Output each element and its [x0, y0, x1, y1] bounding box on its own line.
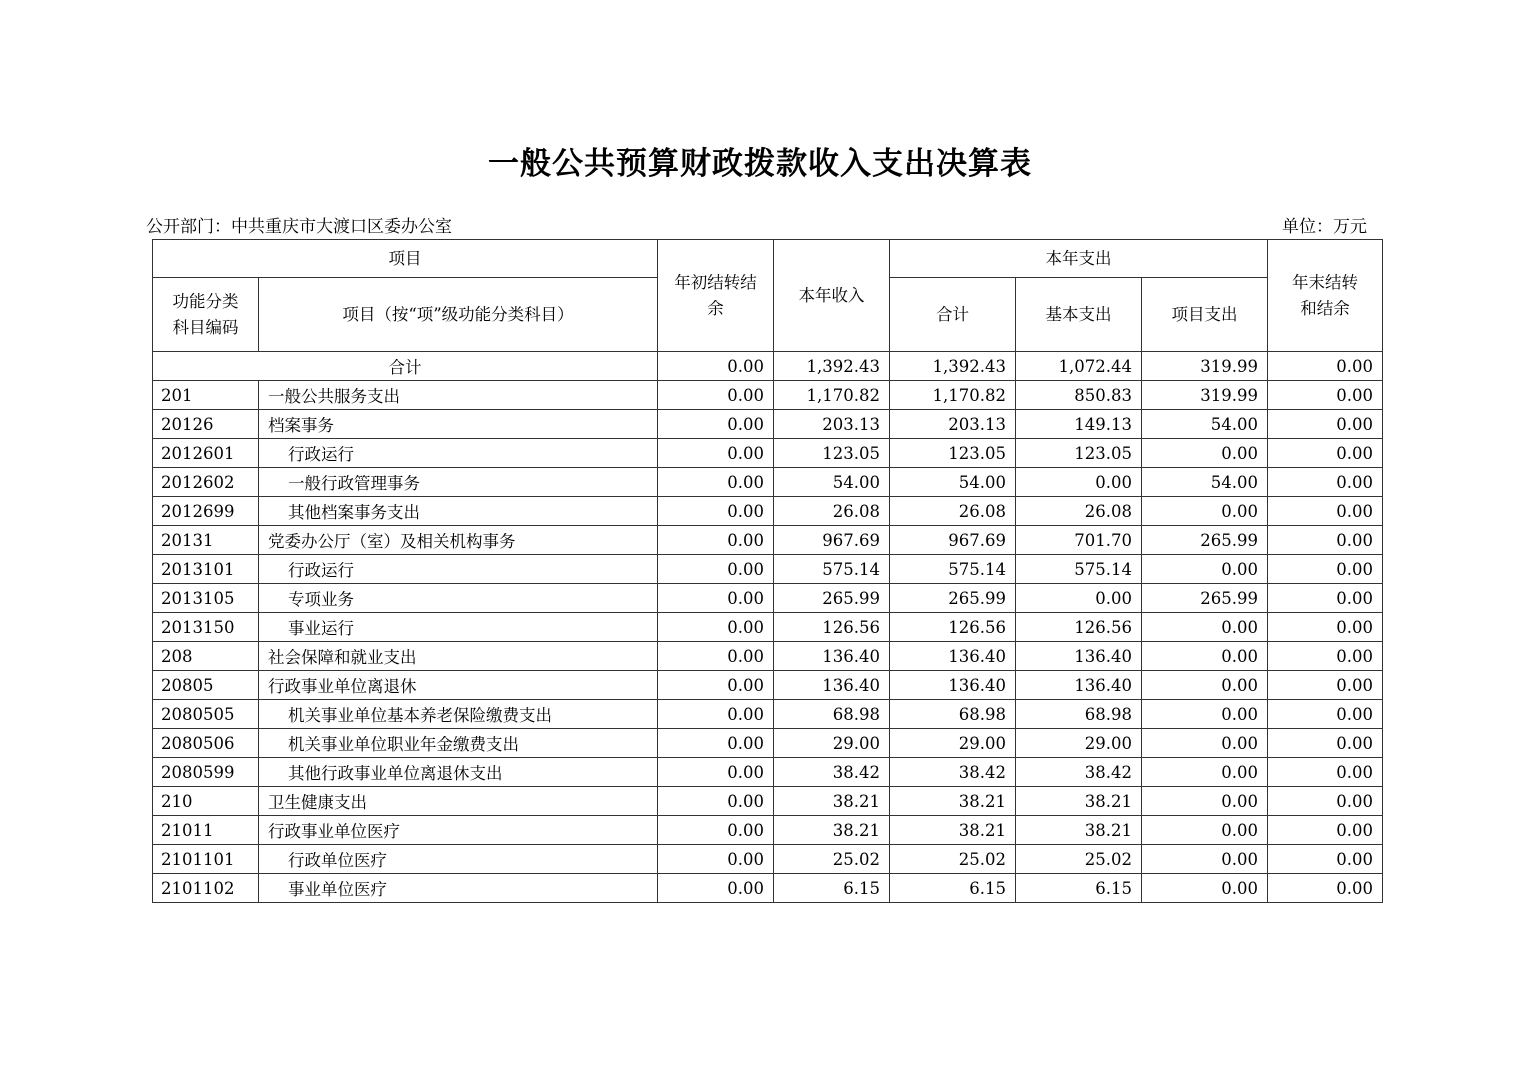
row-project: 0.00	[1142, 845, 1268, 874]
table-row	[153, 816, 1383, 845]
row-total: 265.99	[890, 584, 1016, 613]
row-basic: 38.21	[1016, 816, 1142, 845]
row-basic: 575.14	[1016, 555, 1142, 584]
row-total: 6.15	[890, 874, 1016, 903]
row-project: 265.99	[1142, 526, 1268, 555]
row-end: 0.00	[1268, 845, 1383, 874]
row-basic: 29.00	[1016, 729, 1142, 758]
row-project: 0.00	[1142, 671, 1268, 700]
row-begin: 0.00	[658, 381, 774, 410]
table-row	[153, 671, 1383, 700]
row-basic: 6.15	[1016, 874, 1142, 903]
row-code: 2080506	[153, 729, 259, 758]
header-carryover-end: 年末结转和结余	[1268, 240, 1383, 352]
row-income: 1,170.82	[774, 381, 890, 410]
row-income: 38.21	[774, 787, 890, 816]
row-total: 126.56	[890, 613, 1016, 642]
row-basic: 25.02	[1016, 845, 1142, 874]
row-code: 2012602	[153, 468, 259, 497]
row-name: 机关事业单位基本养老保险缴费支出	[259, 700, 658, 729]
row-begin: 0.00	[658, 642, 774, 671]
row-total: 967.69	[890, 526, 1016, 555]
row-end: 0.00	[1268, 439, 1383, 468]
row-begin: 0.00	[658, 439, 774, 468]
table-row	[153, 845, 1383, 874]
row-end: 0.00	[1268, 642, 1383, 671]
row-code: 2012601	[153, 439, 259, 468]
row-name: 社会保障和就业支出	[259, 642, 658, 671]
row-basic: 149.13	[1016, 410, 1142, 439]
row-income: 25.02	[774, 845, 890, 874]
row-project: 0.00	[1142, 874, 1268, 903]
table-row	[153, 584, 1383, 613]
header-exp-project: 项目支出	[1142, 278, 1268, 352]
total-income: 1,392.43	[774, 352, 890, 381]
table-body	[153, 352, 1383, 903]
row-name: 机关事业单位职业年金缴费支出	[259, 729, 658, 758]
total-project: 319.99	[1142, 352, 1268, 381]
row-income: 38.21	[774, 816, 890, 845]
row-begin: 0.00	[658, 729, 774, 758]
row-name: 行政运行	[259, 439, 658, 468]
row-begin: 0.00	[658, 526, 774, 555]
total-basic: 1,072.44	[1016, 352, 1142, 381]
header-exp-total: 合计	[890, 278, 1016, 352]
row-name: 一般公共服务支出	[259, 381, 658, 410]
row-income: 54.00	[774, 468, 890, 497]
header-carryover-begin: 年初结转结余	[658, 240, 774, 352]
row-name: 党委办公厅（室）及相关机构事务	[259, 526, 658, 555]
table-row	[153, 700, 1383, 729]
row-income: 126.56	[774, 613, 890, 642]
row-name: 事业单位医疗	[259, 874, 658, 903]
table-row	[153, 526, 1383, 555]
row-name: 行政单位医疗	[259, 845, 658, 874]
row-code: 21011	[153, 816, 259, 845]
row-begin: 0.00	[658, 700, 774, 729]
row-basic: 68.98	[1016, 700, 1142, 729]
row-total: 38.21	[890, 816, 1016, 845]
row-total: 25.02	[890, 845, 1016, 874]
row-begin: 0.00	[658, 787, 774, 816]
row-basic: 0.00	[1016, 584, 1142, 613]
row-end: 0.00	[1268, 410, 1383, 439]
row-code: 2080505	[153, 700, 259, 729]
total-row	[153, 352, 1383, 381]
row-income: 38.42	[774, 758, 890, 787]
header-expenditure: 本年支出	[890, 240, 1268, 278]
row-begin: 0.00	[658, 845, 774, 874]
row-end: 0.00	[1268, 468, 1383, 497]
row-total: 54.00	[890, 468, 1016, 497]
row-income: 136.40	[774, 671, 890, 700]
department-label: 公开部门：中共重庆市大渡口区委办公室	[146, 217, 452, 237]
row-code: 2013105	[153, 584, 259, 613]
row-code: 20805	[153, 671, 259, 700]
table-row	[153, 642, 1383, 671]
row-code: 2101101	[153, 845, 259, 874]
row-project: 0.00	[1142, 642, 1268, 671]
row-end: 0.00	[1268, 613, 1383, 642]
row-project: 0.00	[1142, 613, 1268, 642]
row-begin: 0.00	[658, 816, 774, 845]
row-basic: 126.56	[1016, 613, 1142, 642]
row-total: 29.00	[890, 729, 1016, 758]
row-end: 0.00	[1268, 729, 1383, 758]
row-code: 208	[153, 642, 259, 671]
row-code: 2080599	[153, 758, 259, 787]
row-code: 20126	[153, 410, 259, 439]
unit-label: 单位：万元	[1282, 217, 1367, 237]
row-begin: 0.00	[658, 584, 774, 613]
table-row	[153, 729, 1383, 758]
row-basic: 136.40	[1016, 642, 1142, 671]
row-project: 0.00	[1142, 497, 1268, 526]
row-name: 档案事务	[259, 410, 658, 439]
table-row	[153, 439, 1383, 468]
row-income: 967.69	[774, 526, 890, 555]
row-code: 2013101	[153, 555, 259, 584]
row-income: 575.14	[774, 555, 890, 584]
row-name: 行政运行	[259, 555, 658, 584]
row-total: 26.08	[890, 497, 1016, 526]
row-basic: 123.05	[1016, 439, 1142, 468]
row-begin: 0.00	[658, 613, 774, 642]
row-end: 0.00	[1268, 787, 1383, 816]
page-title: 一般公共预算财政拨款收入支出决算表	[488, 146, 1032, 182]
row-end: 0.00	[1268, 555, 1383, 584]
row-name: 专项业务	[259, 584, 658, 613]
row-total: 38.21	[890, 787, 1016, 816]
table-row	[153, 497, 1383, 526]
budget-table	[152, 239, 1383, 903]
row-begin: 0.00	[658, 555, 774, 584]
row-total: 575.14	[890, 555, 1016, 584]
row-total: 136.40	[890, 642, 1016, 671]
row-project: 0.00	[1142, 700, 1268, 729]
row-code: 2012699	[153, 497, 259, 526]
row-begin: 0.00	[658, 874, 774, 903]
row-code: 201	[153, 381, 259, 410]
row-income: 265.99	[774, 584, 890, 613]
table-row	[153, 758, 1383, 787]
row-end: 0.00	[1268, 700, 1383, 729]
row-project: 0.00	[1142, 816, 1268, 845]
row-basic: 38.42	[1016, 758, 1142, 787]
row-end: 0.00	[1268, 497, 1383, 526]
row-income: 6.15	[774, 874, 890, 903]
row-project: 0.00	[1142, 439, 1268, 468]
header-code: 功能分类科目编码	[153, 278, 259, 352]
row-income: 123.05	[774, 439, 890, 468]
row-end: 0.00	[1268, 381, 1383, 410]
row-name: 行政事业单位离退休	[259, 671, 658, 700]
row-code: 2013150	[153, 613, 259, 642]
row-name: 其他行政事业单位离退休支出	[259, 758, 658, 787]
row-basic: 0.00	[1016, 468, 1142, 497]
total-label: 合计	[153, 352, 658, 381]
row-code: 20131	[153, 526, 259, 555]
row-project: 0.00	[1142, 729, 1268, 758]
table-row	[153, 468, 1383, 497]
table-row	[153, 613, 1383, 642]
row-project: 0.00	[1142, 555, 1268, 584]
table-row	[153, 381, 1383, 410]
row-total: 203.13	[890, 410, 1016, 439]
row-basic: 701.70	[1016, 526, 1142, 555]
row-name: 一般行政管理事务	[259, 468, 658, 497]
header-project: 项目	[153, 240, 658, 278]
row-basic: 136.40	[1016, 671, 1142, 700]
row-basic: 38.21	[1016, 787, 1142, 816]
table-row	[153, 874, 1383, 903]
row-project: 54.00	[1142, 468, 1268, 497]
row-name: 卫生健康支出	[259, 787, 658, 816]
row-begin: 0.00	[658, 410, 774, 439]
row-end: 0.00	[1268, 584, 1383, 613]
row-total: 136.40	[890, 671, 1016, 700]
row-income: 29.00	[774, 729, 890, 758]
row-income: 136.40	[774, 642, 890, 671]
row-code: 210	[153, 787, 259, 816]
row-name: 事业运行	[259, 613, 658, 642]
row-project: 0.00	[1142, 758, 1268, 787]
row-project: 319.99	[1142, 381, 1268, 410]
row-name: 其他档案事务支出	[259, 497, 658, 526]
header-income: 本年收入	[774, 240, 890, 352]
row-total: 1,170.82	[890, 381, 1016, 410]
table-row	[153, 787, 1383, 816]
row-total: 38.42	[890, 758, 1016, 787]
row-total: 123.05	[890, 439, 1016, 468]
row-begin: 0.00	[658, 497, 774, 526]
row-basic: 850.83	[1016, 381, 1142, 410]
row-name: 行政事业单位医疗	[259, 816, 658, 845]
total-begin: 0.00	[658, 352, 774, 381]
row-end: 0.00	[1268, 758, 1383, 787]
row-income: 68.98	[774, 700, 890, 729]
total-total: 1,392.43	[890, 352, 1016, 381]
row-income: 26.08	[774, 497, 890, 526]
row-project: 0.00	[1142, 787, 1268, 816]
row-basic: 26.08	[1016, 497, 1142, 526]
table-row	[153, 555, 1383, 584]
row-end: 0.00	[1268, 816, 1383, 845]
row-project: 54.00	[1142, 410, 1268, 439]
total-end: 0.00	[1268, 352, 1383, 381]
row-project: 265.99	[1142, 584, 1268, 613]
row-end: 0.00	[1268, 526, 1383, 555]
header-exp-basic: 基本支出	[1016, 278, 1142, 352]
row-end: 0.00	[1268, 671, 1383, 700]
table-row	[153, 410, 1383, 439]
row-code: 2101102	[153, 874, 259, 903]
row-begin: 0.00	[658, 758, 774, 787]
row-begin: 0.00	[658, 468, 774, 497]
row-end: 0.00	[1268, 874, 1383, 903]
row-total: 68.98	[890, 700, 1016, 729]
row-income: 203.13	[774, 410, 890, 439]
row-begin: 0.00	[658, 671, 774, 700]
header-item: 项目（按“项”级功能分类科目）	[259, 278, 658, 352]
